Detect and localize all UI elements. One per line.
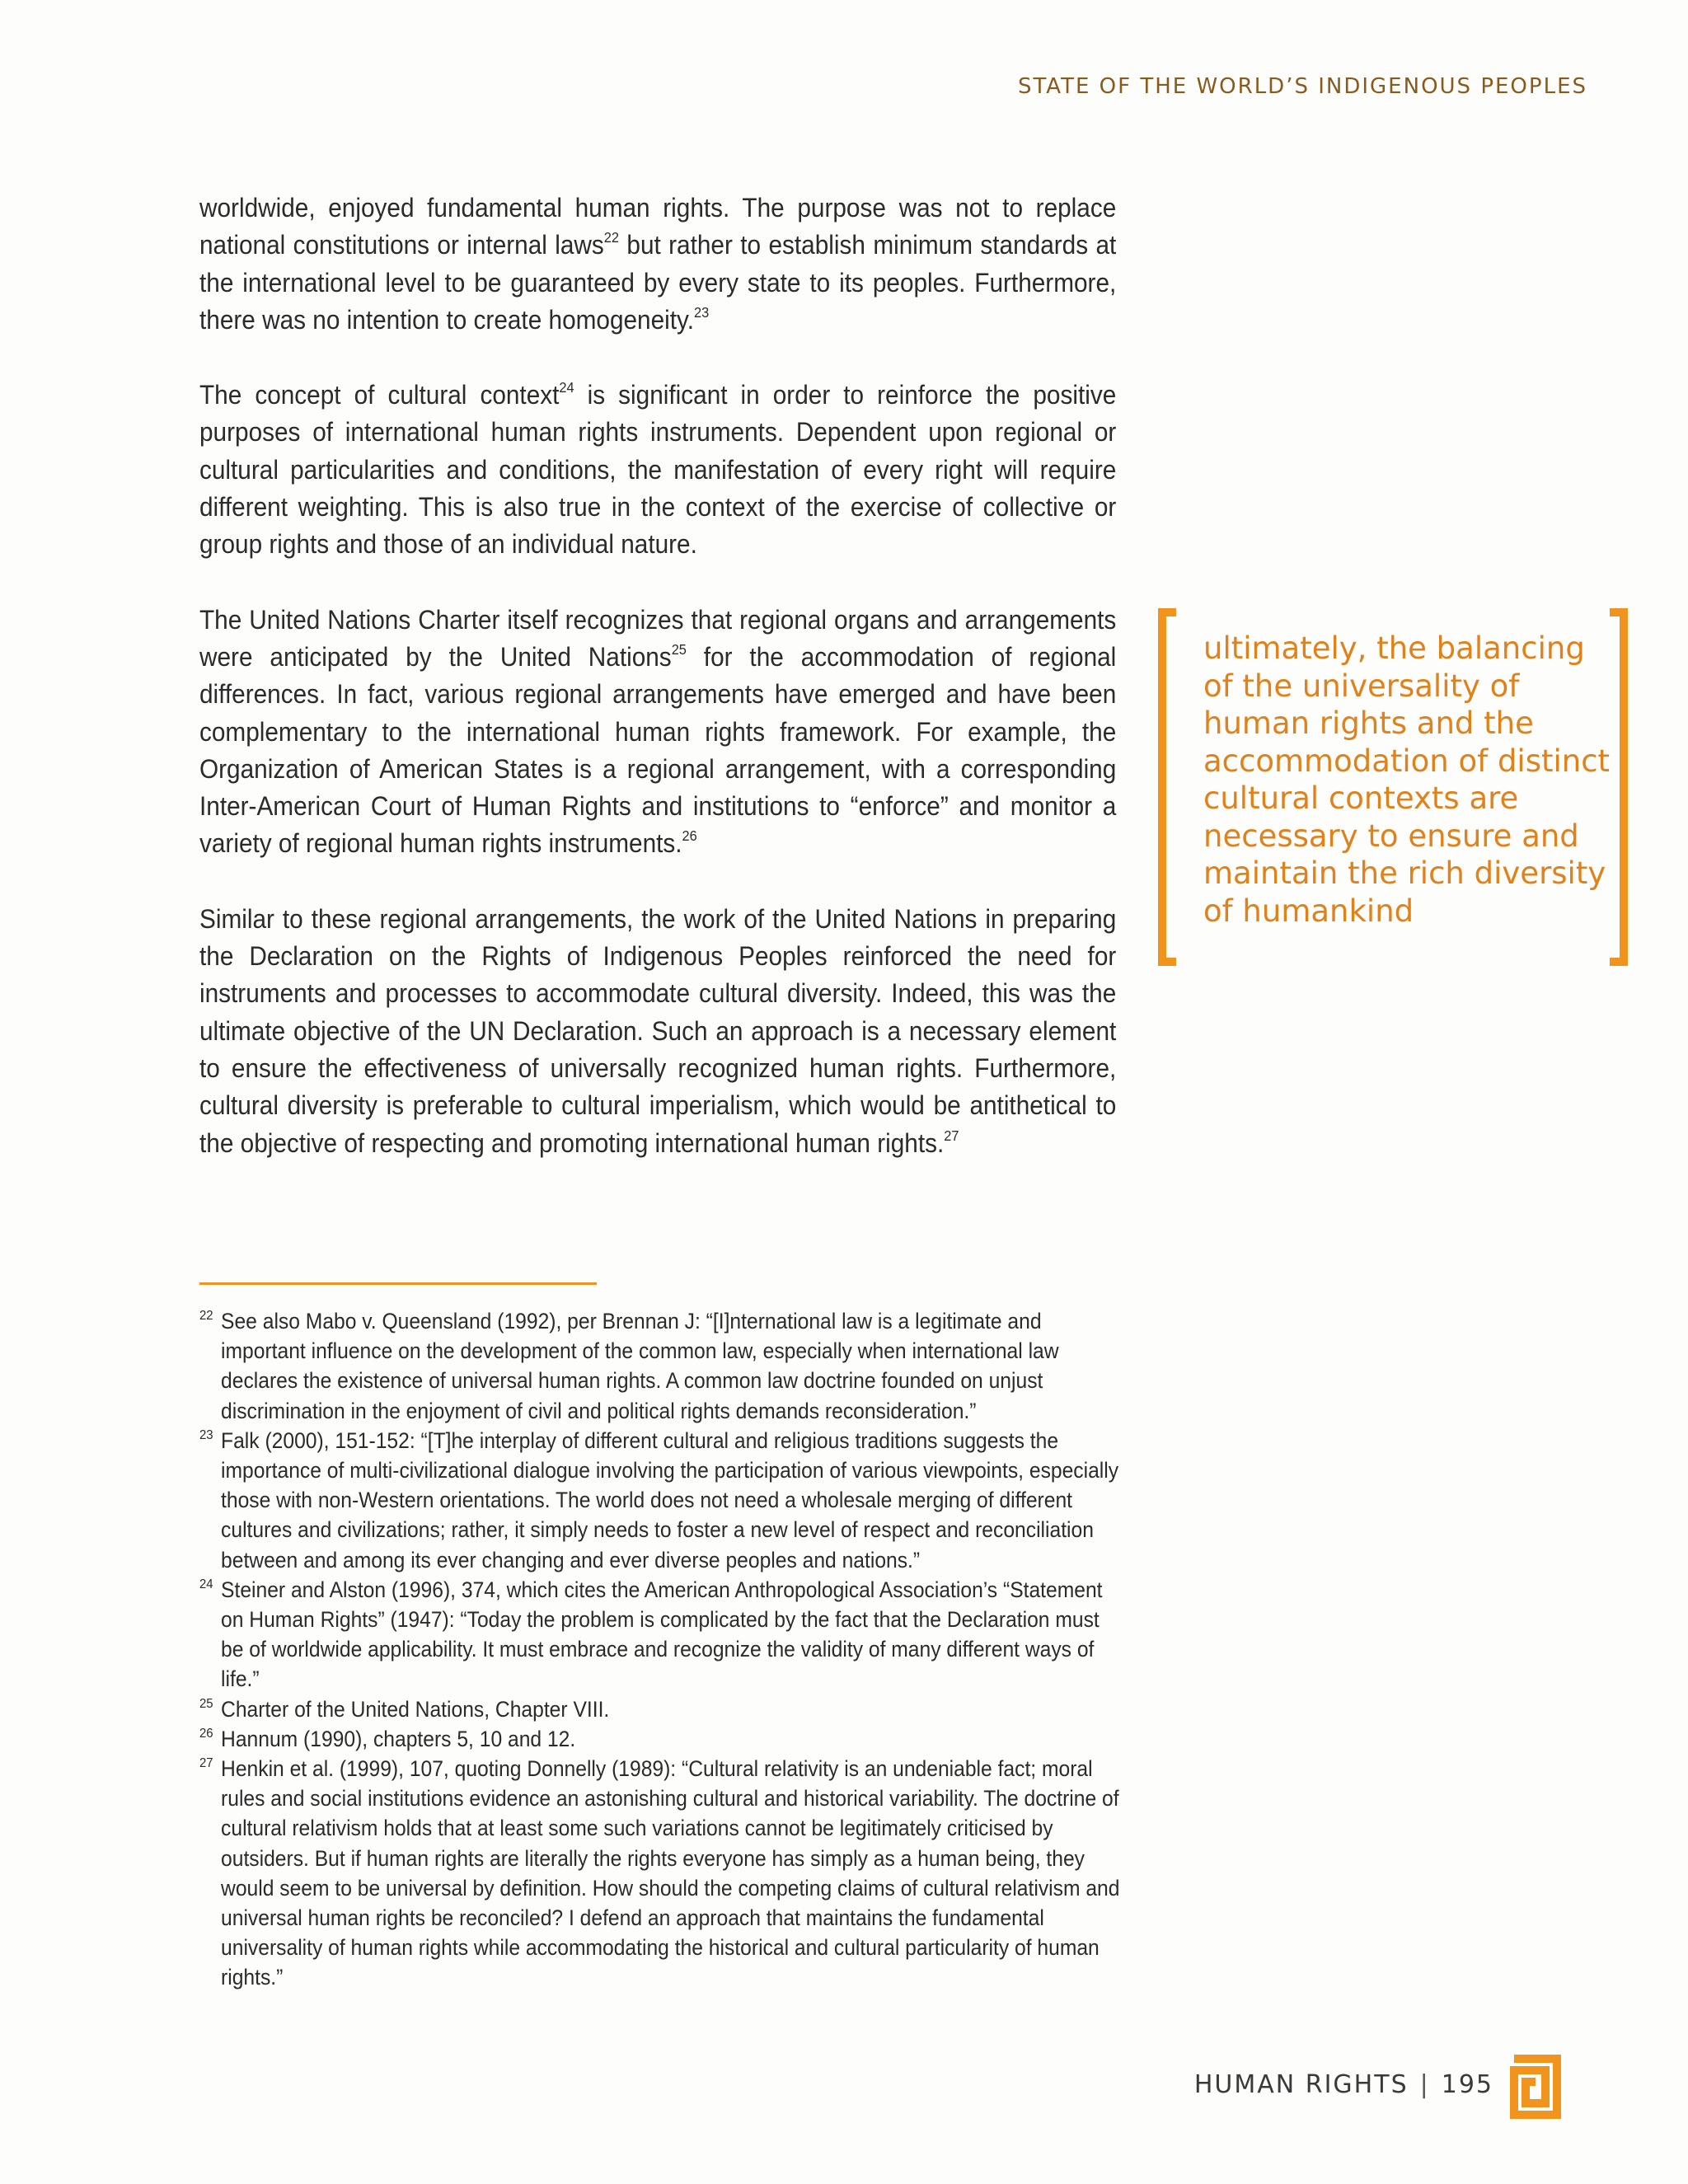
footnote-text: Henkin et al. (1999), 107, quoting Donnelly (1989): “Cultural relativity is an undeniable fact; moral rules and social institutions evidence an astonishing cultural and historical variability. The doctrine of cultural relativism holds that at least some such variations cannot be legitimately criticised by outsiders. But if human rights are literally the rights everyone has simply as a human being, they would seem to be universal by definition. How should the competing claims of cultural relativism and universal human rights be reconciled? I defend an approach that maintains the fundamental universality of human rights while accommodating the historical and cultural particularity of human rights.” <box>221 1756 1120 1990</box>
pull-quote <box>1158 608 1628 966</box>
pull-quote-text: ultimately, the balancing of the universality of human rights and the accommodation of distinct cultural contexts are necessary to ensure and maintain the rich diversity of humankind <box>1203 630 1611 929</box>
footnote-ref: 25 <box>671 640 687 658</box>
footnote-ref: 22 <box>603 229 620 246</box>
footnote <box>199 1426 1125 1575</box>
footnote-number: 22 <box>199 1309 213 1323</box>
footnote <box>199 1575 1125 1694</box>
footnote-number: 27 <box>199 1756 213 1771</box>
left-bracket-icon <box>1158 608 1176 966</box>
right-bracket-icon <box>1610 608 1628 966</box>
footnote-ref: 26 <box>682 827 697 845</box>
footnote-divider <box>199 1282 597 1285</box>
footnote <box>199 1724 1125 1754</box>
main-text <box>199 190 1116 1200</box>
paragraph: The United Nations Charter itself recognizes that regional organs and arrangements were anticipated by the United Nations$^{25}$ for the accommodation of regional differences. In fact, various regional arrangements have emerged and have been complementary to the international human rights framework. For example, the Organization of American States is a regional arrangement, with a corresponding Inter-American Court of Human Rights and institutions to “enforce” and monitor a variety of regional human rights instruments.$^{26}$ <box>199 604 1117 859</box>
footnote-text: See also Mabo v. Queensland (1992), per Brennan J: “[I]nternational law is a legitimate and important influence on the development of the common law, especially when international law declares the existence of universal human rights. A common law doctrine founded on unjust discrimination in the enjoyment of civil and political rights demands reconsideration.” <box>221 1309 1059 1423</box>
footnote-ref: 27 <box>944 1127 959 1144</box>
footnote-number: 25 <box>199 1696 213 1711</box>
page-footer <box>1194 2070 1493 2099</box>
footnote <box>199 1754 1125 1993</box>
paragraph: Similar to these regional arrangements, the work of the United Nations in preparing the Declaration on the Rights of Indigenous Peoples reinforced the need for instruments and processes to accommodate cultural diversity. Indeed, this was the ultimate objective of the UN Declaration. Such an approach is a necessary element to ensure the effectiveness of universally recognized human rights. Furthermore, cultural diversity is preferable to cultural imperialism, which would be antithetical to the objective of respecting and promoting international human rights.$^{27}$ <box>199 903 1117 1158</box>
footnote-text: Charter of the United Nations, Chapter VIII. <box>221 1696 610 1722</box>
paragraph: The concept of cultural context$^{24}$ is significant in order to reinforce the positive purposes of international human rights instruments. Dependent upon regional or cultural particularities and conditions, the manifestation of every right will require different weighting. This is also true in the context of the exercise of collective or group rights and those of an individual nature. <box>199 379 1117 560</box>
footnote-number: 24 <box>199 1577 213 1591</box>
footer-section: HUMAN RIGHTS <box>1193 2070 1409 2099</box>
running-title: STATE OF THE WORLD’S INDIGENOUS PEOPLES <box>1017 74 1587 99</box>
spiral-square-logo-icon <box>1509 2054 1562 2120</box>
footnote <box>199 1694 1125 1724</box>
footnote-text: Steiner and Alston (1996), 374, which cites the American Anthropological Association’s “Statement on Human Rights” (1947): “Today the problem is complicated by the fact that the Declaration must be of worldwide applicability. It must embrace and recognize the validity of many different ways of life.” <box>221 1577 1103 1692</box>
footnote-ref: 23 <box>693 303 710 321</box>
footnote-text: Falk (2000), 151-152: “[T]he interplay of different cultural and religious traditions suggests the importance of multi-civilizational dialogue involving the participation of various viewpoints, especially those with non-Western orientations. The world does not need a wholesale merging of different cultures and civilizations; rather, it simply needs to foster a new level of respect and reconciliation between and among its ever changing and ever diverse peoples and nations.” <box>221 1427 1119 1572</box>
footer-separator: | <box>1419 2070 1430 2099</box>
footnote-ref: 24 <box>559 379 574 396</box>
paragraph: worldwide, enjoyed fundamental human rights. The purpose was not to replace national constitutions or internal laws$^{22}$ but rather to establish minimum standards at the international level to be guaranteed by every state to its peoples. Furthermore, there was no intention to create homogeneity.$^{23}$ <box>199 193 1117 335</box>
footnote-number: 26 <box>199 1726 213 1741</box>
page-number: 195 <box>1441 2070 1493 2099</box>
footnote-text: Hannum (1990), chapters 5, 10 and 12. <box>221 1726 576 1751</box>
footnotes <box>199 1306 1131 1993</box>
footnote-number: 23 <box>199 1427 213 1442</box>
footnote <box>199 1306 1125 1426</box>
